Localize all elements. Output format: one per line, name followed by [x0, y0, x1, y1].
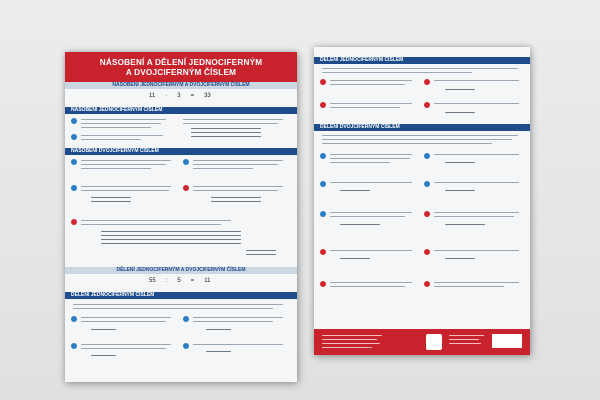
math-line: [445, 162, 475, 163]
footer-text-line: [322, 339, 377, 340]
text-line: [193, 321, 273, 322]
text-line: [81, 164, 166, 165]
text-line: [193, 160, 283, 161]
text-line: [322, 135, 518, 136]
step-bubble: [320, 281, 326, 287]
math-line: [246, 254, 276, 255]
footer-band: [314, 329, 530, 355]
step-bubble: [320, 211, 326, 217]
step-bubble: [71, 219, 77, 225]
title-line-2: A DVOJCIFERNÝM ČÍSLEM: [125, 68, 237, 77]
text-line: [434, 250, 519, 251]
math-line: [101, 235, 241, 236]
text-line: [81, 123, 161, 124]
eq2-c: 11: [204, 278, 211, 284]
footer-text-line: [322, 343, 380, 344]
eq2-b: 5: [177, 278, 181, 284]
step-bubble: [320, 181, 326, 187]
left-sheet: [65, 52, 297, 382]
text-line: [81, 139, 141, 140]
text-line: [81, 224, 221, 225]
text-line: [81, 220, 231, 221]
math-line: [211, 197, 261, 198]
math-line: [101, 231, 241, 232]
text-line: [330, 107, 400, 108]
text-line: [434, 216, 514, 217]
math-line: [101, 239, 241, 240]
title-line-1: NÁSOBENÍ A DĚLENÍ JEDNOCIFERNÝM: [99, 58, 263, 67]
text-line: [73, 308, 273, 309]
footer-text-line: [449, 339, 479, 340]
text-line: [81, 190, 169, 191]
block-divide-one-digit: [71, 299, 291, 369]
text-line: [183, 123, 278, 124]
text-line: [193, 344, 283, 345]
section-header-2: NÁSOBENÍ JEDNOCIFERNÝM ČÍSLEM: [65, 107, 297, 114]
section-header-5: DĚLENÍ JEDNOCIFERNÝM ČÍSLEM: [65, 292, 297, 299]
text-line: [330, 154, 412, 155]
right-block-2: [320, 131, 524, 321]
text-line: [330, 103, 412, 104]
text-line: [193, 190, 278, 191]
text-line: [81, 127, 151, 128]
step-bubble: [183, 316, 189, 322]
eq1-c: 33: [204, 93, 211, 99]
math-line: [91, 329, 116, 330]
step-bubble: [424, 153, 430, 159]
right-section-header-1: DĚLENÍ JEDNOCIFERNÝM ČÍSLEM: [314, 57, 530, 64]
step-bubble: [424, 249, 430, 255]
section-header-4: DĚLENÍ JEDNOCIFERNÝM A DVOJCIFERNÝM ČÍSLEM: [65, 267, 297, 274]
step-bubble: [424, 79, 430, 85]
eq2-eq: =: [190, 278, 195, 284]
step-bubble: [320, 79, 326, 85]
text-line: [434, 182, 519, 183]
math-line: [191, 136, 261, 137]
section-header-1: NÁSOBENÍ JEDNOCIFERNÝM A DVOJCIFERNÝM ČÍSLEM: [65, 82, 297, 89]
text-line: [81, 119, 166, 120]
text-line: [330, 286, 405, 287]
step-bubble: [183, 159, 189, 165]
step-bubble: [71, 134, 77, 140]
equation-multiply: [71, 89, 291, 107]
right-section-header-2: DĚLENÍ DVOJCIFERNÝM ČÍSLEM: [314, 124, 530, 131]
text-line: [322, 68, 518, 69]
text-line: [434, 80, 519, 81]
math-line: [340, 224, 380, 225]
text-line: [322, 143, 492, 144]
right-block-1: [320, 64, 524, 124]
step-bubble: [424, 102, 430, 108]
step-bubble: [71, 159, 77, 165]
step-bubble: [71, 185, 77, 191]
eq1-op: ·: [165, 93, 168, 99]
text-line: [193, 186, 283, 187]
text-line: [183, 119, 283, 120]
text-line: [330, 216, 405, 217]
text-line: [330, 84, 405, 85]
text-line: [330, 212, 412, 213]
text-line: [434, 282, 519, 283]
step-bubble: [71, 118, 77, 124]
equation-divide: [71, 274, 291, 292]
step-bubble: [424, 211, 430, 217]
footer-text-line: [449, 335, 484, 336]
barcode: [492, 334, 522, 348]
text-line: [81, 344, 171, 345]
math-line: [445, 224, 485, 225]
step-bubble: [183, 185, 189, 191]
footer-text-line: [322, 335, 382, 336]
text-line: [193, 317, 283, 318]
text-line: [322, 139, 512, 140]
text-line: [330, 282, 412, 283]
text-line: [330, 158, 410, 159]
math-line: [340, 190, 370, 191]
text-line: [322, 72, 472, 73]
math-line: [91, 201, 131, 202]
text-line: [81, 168, 151, 169]
block-multiply-one-digit: [71, 114, 291, 148]
title-band: [65, 52, 297, 82]
text-line: [73, 304, 283, 305]
eq1-eq: =: [190, 93, 195, 99]
math-line: [211, 201, 261, 202]
math-line: [91, 355, 116, 356]
step-bubble: [424, 181, 430, 187]
math-line: [206, 351, 231, 352]
publisher-logo: [426, 334, 442, 350]
step-bubble: [320, 249, 326, 255]
text-line: [81, 348, 166, 349]
eq2-op: :: [165, 278, 168, 284]
math-line: [445, 112, 475, 113]
footer-text-line: [322, 347, 372, 348]
eq1-a: 11: [149, 93, 156, 99]
step-bubble: [320, 153, 326, 159]
math-line: [445, 190, 475, 191]
step-bubble: [183, 343, 189, 349]
text-line: [81, 160, 171, 161]
math-line: [191, 128, 261, 129]
text-line: [81, 186, 171, 187]
text-line: [193, 164, 278, 165]
step-bubble: [424, 281, 430, 287]
text-line: [81, 317, 171, 318]
math-line: [191, 132, 261, 133]
eq2-a: 55: [149, 278, 156, 284]
text-line: [434, 103, 519, 104]
math-line: [206, 329, 231, 330]
text-line: [330, 250, 412, 251]
top-margin: [314, 47, 530, 57]
math-line: [340, 258, 370, 259]
math-line: [101, 243, 241, 244]
text-line: [330, 162, 390, 163]
step-bubble: [320, 102, 326, 108]
eq1-b: 3: [177, 93, 181, 99]
math-line: [445, 89, 475, 90]
text-line: [330, 80, 412, 81]
text-line: [81, 135, 163, 136]
footer-text-line: [449, 343, 481, 344]
math-line: [91, 197, 131, 198]
step-bubble: [71, 316, 77, 322]
text-line: [434, 286, 504, 287]
step-bubble: [71, 343, 77, 349]
text-line: [330, 182, 412, 183]
text-line: [81, 321, 166, 322]
text-line: [434, 154, 519, 155]
text-line: [193, 168, 253, 169]
math-line: [445, 258, 475, 259]
math-line: [246, 250, 276, 251]
block-multiply-two-digit: [71, 155, 291, 267]
section-header-3: NÁSOBENÍ DVOJCIFERNÝM ČÍSLEM: [65, 148, 297, 155]
right-sheet: [314, 47, 530, 355]
text-line: [434, 212, 519, 213]
